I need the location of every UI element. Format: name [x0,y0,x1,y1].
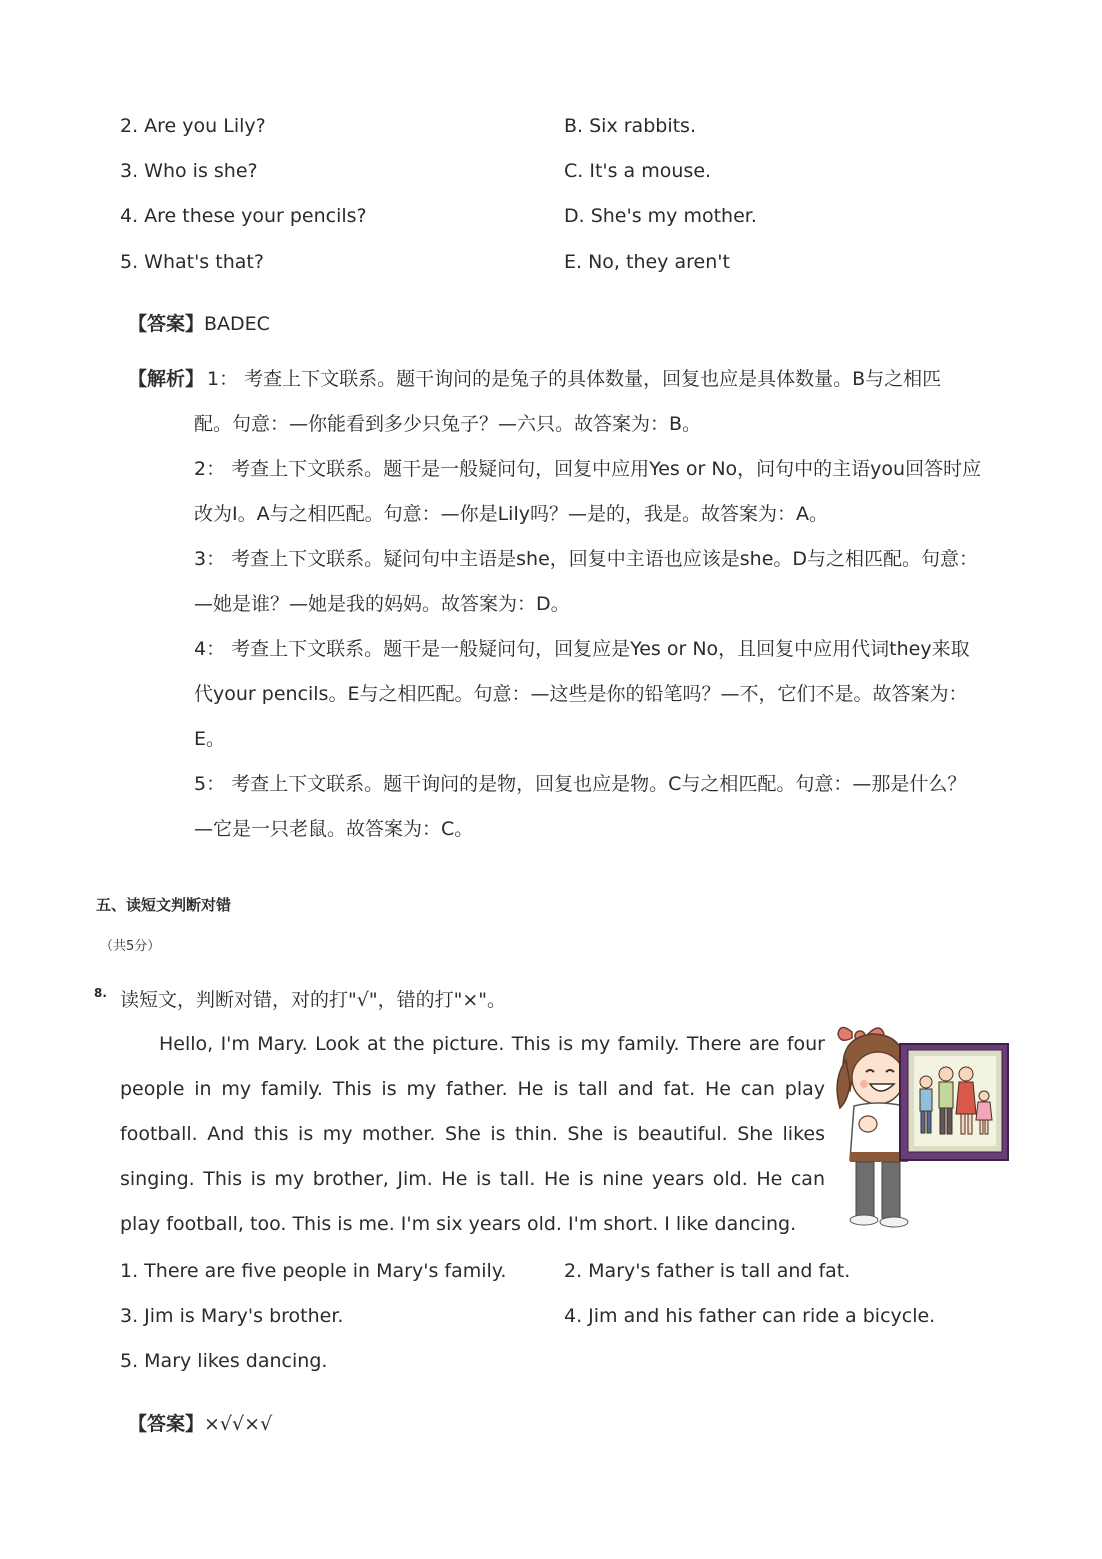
section-title: 五、读短文判断对错 [96,896,232,914]
question-number: 8. [94,986,107,1000]
match-option: B. Six rabbits. [564,115,696,137]
statement: 5. Mary likes dancing. [120,1350,328,1372]
analysis-line: 改为I。A与之相匹配。句意：—你是Lily吗？—是的，我是。故答案为：A。 [194,503,828,525]
match-option: E. No, they aren't [564,251,730,273]
answer-block [128,311,270,337]
analysis-line: 4： 考查上下文联系。题干是一般疑问句，回复应是Yes or No，且回复中应用代词they来取 [194,638,970,660]
analysis-line: 2： 考查上下文联系。题干是一般疑问句，回复中应用Yes or No，问句中的主语you回答时应 [194,458,982,480]
match-question: 2. Are you Lily? [120,115,266,137]
answer-block [128,1411,272,1437]
statement: 1. There are five people in Mary's family. [120,1260,507,1282]
answer-label: 【答案】 [128,1413,205,1435]
analysis-line: 5： 考查上下文联系。题干询问的是物，回复也应是物。C与之相匹配。句意：—那是什么？ [194,773,967,795]
match-question: 3. Who is she? [120,160,258,182]
statement: 3. Jim is Mary's brother. [120,1305,344,1327]
analysis-line: —它是一只老鼠。故答案为：C。 [194,818,474,840]
analysis-line: E。 [194,728,226,750]
match-option: D. She's my mother. [564,205,757,227]
match-option: C. It's a mouse. [564,160,712,182]
answer-value: ×√√×√ [204,1413,273,1435]
match-question: 5. What's that? [120,251,264,273]
question-instruction: 读短文，判断对错，对的打"√"，错的打"×"。 [120,989,506,1011]
match-question: 4. Are these your pencils? [120,205,367,227]
answer-value: BADEC [204,313,270,335]
reading-passage: Hello, I'm Mary. Look at the picture. This is my family. There are four people in my family. This is my father. He is tall and fat. He can play football. And this is my mother. She is thin. She is beautiful. She likes singing. This is my brother, Jim. He is tall. He is nine years old. He can play football, too. This is me. I'm six years old. I'm short. I like dancing. [120,1033,825,1235]
statement: 2. Mary's father is tall and fat. [564,1260,851,1282]
statement: 4. Jim and his father can ride a bicycle. [564,1305,936,1327]
analysis-line: 代your pencils。E与之相匹配。句意：—这些是你的铅笔吗？—不，它们不是。故答案为： [194,683,968,705]
analysis-line: 3： 考查上下文联系。疑问句中主语是she，回复中主语也应该是she。D与之相匹配。句意： [194,548,979,570]
analysis-line: —她是谁？—她是我的妈妈。故答案为：D。 [194,593,570,615]
girl-with-family-picture-illustration [832,1020,1014,1230]
analysis-line: 1： 考查上下文联系。题干询问的是兔子的具体数量，回复也应是具体数量。B与之相匹 [207,368,942,390]
section-score: （共5分） [100,939,161,954]
answer-label: 【答案】 [128,313,205,335]
analysis-line: 配。句意：—你能看到多少只兔子？—六只。故答案为：B。 [194,413,702,435]
analysis-label: 【解析】 [128,368,205,390]
